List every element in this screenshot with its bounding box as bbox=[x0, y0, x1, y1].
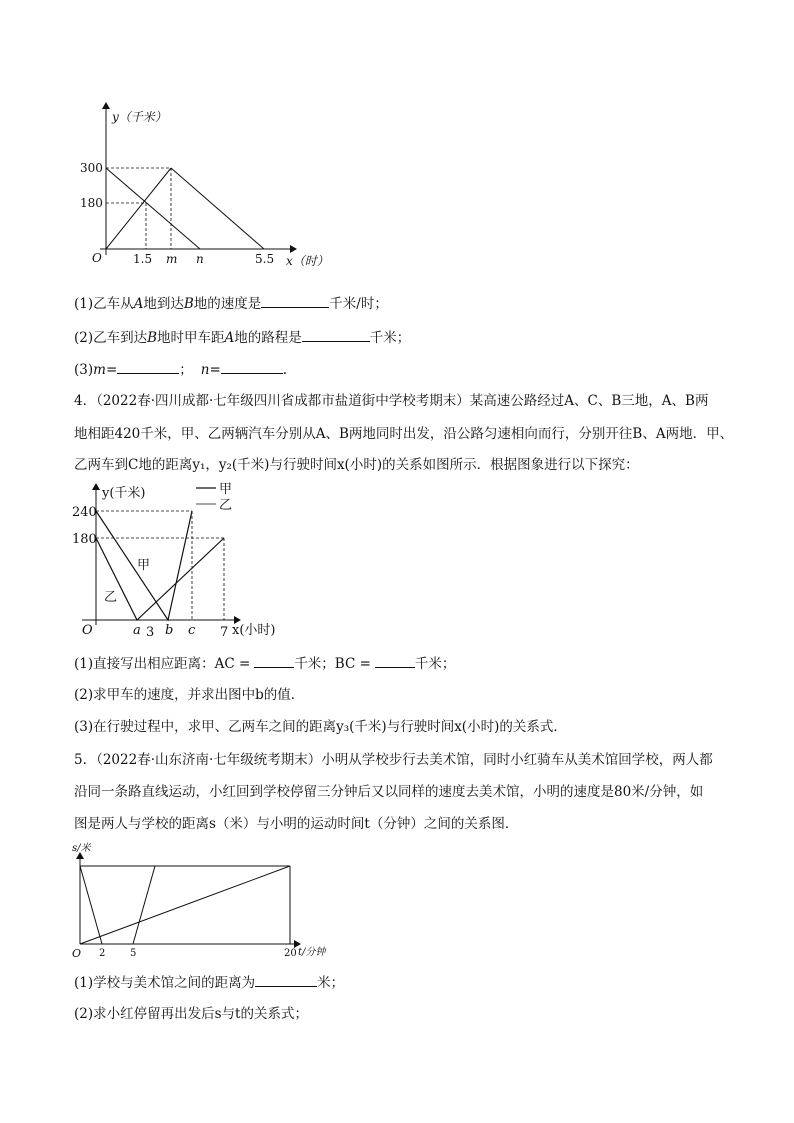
graph3-y-label: s/米 bbox=[72, 843, 91, 854]
graph1-xtick-n: n bbox=[196, 252, 204, 266]
graph2-label-yi: 乙 bbox=[104, 590, 118, 605]
q4-text-line-1: 4．（2022春·四川成都·七年级四川省成都市盐道街中学校考期末）某高速公路经过A、C、B三地，A、B两 bbox=[74, 393, 709, 409]
graph3-x-label: t/分钟 bbox=[298, 947, 326, 958]
q3-part-1: (1)乙车从A地到达B地的速度是 千米/时； bbox=[74, 293, 388, 313]
graph2-xtick-7: 7 bbox=[220, 625, 229, 640]
graph1-ytick-180: 180 bbox=[80, 196, 103, 210]
graph2-legend-yi: 乙 bbox=[219, 498, 233, 513]
q5-part-1: (1)学校与美术馆之间的距离为 米； bbox=[74, 972, 344, 992]
graph2-xtick-3: 3 bbox=[146, 625, 155, 640]
graph2-label-jia: 甲 bbox=[137, 558, 151, 573]
graph3-origin: O bbox=[72, 947, 82, 960]
q4-part-1: (1)直接写出相应距离：AC = 千米；BC = 千米； bbox=[74, 653, 455, 673]
q3-part-3: (3)m= ； n= . bbox=[74, 359, 287, 379]
q4-text-line-2: 地相距420千米，甲、乙两辆汽车分别从A、B两地同时出发，沿公路匀速相向而行，分别开往B、A两地．甲、 bbox=[74, 426, 734, 442]
graph2-legend-jia: 甲 bbox=[219, 482, 233, 497]
graph1-ytick-300: 300 bbox=[80, 161, 103, 175]
graph2-origin: O bbox=[82, 623, 93, 638]
graph1-xtick-5.5: 5.5 bbox=[255, 252, 275, 266]
graph3-xtick-5: 5 bbox=[130, 948, 137, 959]
graph3-line-xiaohong-out bbox=[133, 866, 155, 944]
graph2-ytick-180: 180 bbox=[72, 532, 97, 547]
graph2-xtick-b: b bbox=[165, 623, 174, 638]
graph3-xtick-20: 20 bbox=[284, 948, 297, 959]
graph2-y-label: y(千米) bbox=[102, 486, 146, 501]
graph1-origin: O bbox=[92, 251, 102, 265]
graph1-y-label: y（千米） bbox=[112, 110, 167, 124]
graph3-xtick-2: 2 bbox=[99, 948, 106, 959]
graph2-x-label: x(小时) bbox=[232, 623, 276, 638]
q5-part-2: (2)求小红停留再出发后s与t的关系式； bbox=[74, 1006, 308, 1022]
graph2-ytick-240: 240 bbox=[72, 505, 97, 520]
q4-part-3: (3)在行驶过程中，求甲、乙两车之间的距离y₃(千米)与行驶时间x(小时)的关系式． bbox=[74, 719, 567, 735]
graph1-x-label: x（时） bbox=[286, 254, 329, 268]
graph2-xtick-c: c bbox=[188, 623, 196, 638]
q5-blank-distance[interactable] bbox=[255, 972, 317, 987]
graph3-line-xiaoming bbox=[80, 866, 290, 944]
graph3-line-xiaohong-return bbox=[80, 866, 102, 944]
q5-text-line-1: 5．（2022春·山东济南·七年级统考期末）小明从学校步行去美术馆，同时小红骑车从美术馆回学校，两人都 bbox=[74, 752, 713, 768]
graph1-xtick-1.5: 1.5 bbox=[133, 252, 153, 266]
q4-part-2: (2)求甲车的速度，并求出图中b的值． bbox=[74, 687, 305, 703]
q3-part-2: (2)乙车到达B地时甲车距A地的路程是 千米； bbox=[74, 327, 410, 347]
q5-text-line-2: 沿同一条路直线运动，小红回到学校停留三分钟后又以同样的速度去美术馆，小明的速度是80米/分钟，如 bbox=[74, 784, 704, 800]
graph2-xtick-a: a bbox=[133, 623, 141, 638]
graph1-xtick-m: m bbox=[166, 252, 178, 266]
q4-text-line-3: 乙两车到C地的距离y₁，y₂(千米)与行驶时间x(小时)的关系如图所示．根据图象进行以下探究： bbox=[74, 457, 639, 473]
q5-text-line-3: 图是两人与学校的距离s（米）与小明的运动时间t（分钟）之间的关系图． bbox=[74, 816, 519, 832]
